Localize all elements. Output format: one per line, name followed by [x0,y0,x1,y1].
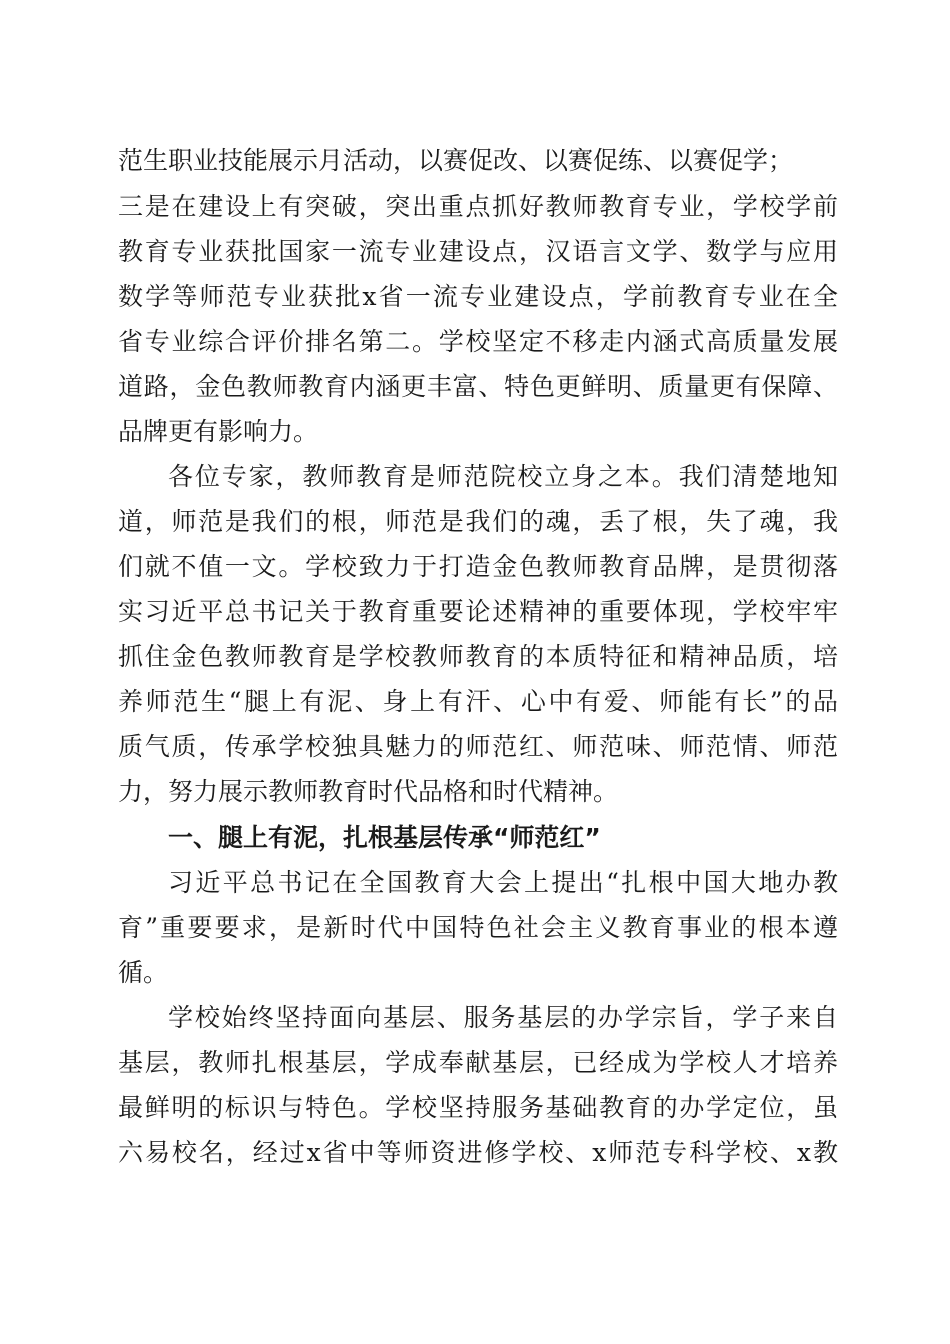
text-line-11: 实习近平总书记关于教育重要论述精神的重要体现，学校牢牢 [118,597,838,626]
text-line-10: 们就不值一文。学校致力于打造金色教师教育品牌，是贯彻落 [118,552,838,581]
text-line-2: 三是在建设上有突破，突出重点抓好教师教育专业，学校学前 [118,192,838,221]
text-line-6: 道路，金色教师教育内涵更丰富、特色更鲜明、质量更有保障、 [118,372,838,401]
text-line-3: 教育专业获批国家一流专业建设点，汉语言文学、数学与应用 [118,237,838,266]
paragraph-start-line: 各位专家，教师教育是师范院校立身之本。我们清楚地知 [168,462,838,491]
section-heading: 一、腿上有泥，扎根基层传承“师范红” [168,823,601,852]
text-line-14: 质气质，传承学校独具魅力的师范红、师范味、师范情、师范 [118,732,838,761]
text-line-4: 数学等师范专业获批x省一流专业建设点，学前教育专业在全 [118,282,838,311]
text-line-1: 范生职业技能展示月活动，以赛促改、以赛促练、以赛促学； [118,146,794,175]
text-line-12: 抓住金色教师教育是学校教师教育的本质特征和精神品质，培 [118,642,838,671]
paragraph-start-line: 学校始终坚持面向基层、服务基层的办学宗旨，学子来自 [168,1003,838,1032]
text-line-7: 品牌更有影响力。 [118,417,319,446]
text-line-15: 力，努力展示教师教育时代品格和时代精神。 [118,777,619,806]
text-line-19: 循。 [118,958,169,987]
text-line-9: 道，师范是我们的根，师范是我们的魂，丢了根，失了魂，我 [118,507,838,536]
text-line-13: 养师范生“腿上有泥、身上有汗、心中有爱、师能有长”的品 [118,687,838,716]
text-line-5: 省专业综合评价排名第二。学校坚定不移走内涵式高质量发展 [118,327,838,356]
text-line-22: 最鲜明的标识与特色。学校坚持服务基础教育的办学定位，虽 [118,1093,838,1122]
paragraph-start-line: 习近平总书记在全国教育大会上提出“扎根中国大地办教 [168,868,838,897]
text-line-18: 育”重要要求，是新时代中国特色社会主义教育事业的根本遵 [118,913,838,942]
text-line-21: 基层，教师扎根基层，学成奉献基层，已经成为学校人才培养 [118,1048,838,1077]
text-line-23: 六易校名，经过x省中等师资进修学校、x师范专科学校、x教 [118,1138,838,1167]
